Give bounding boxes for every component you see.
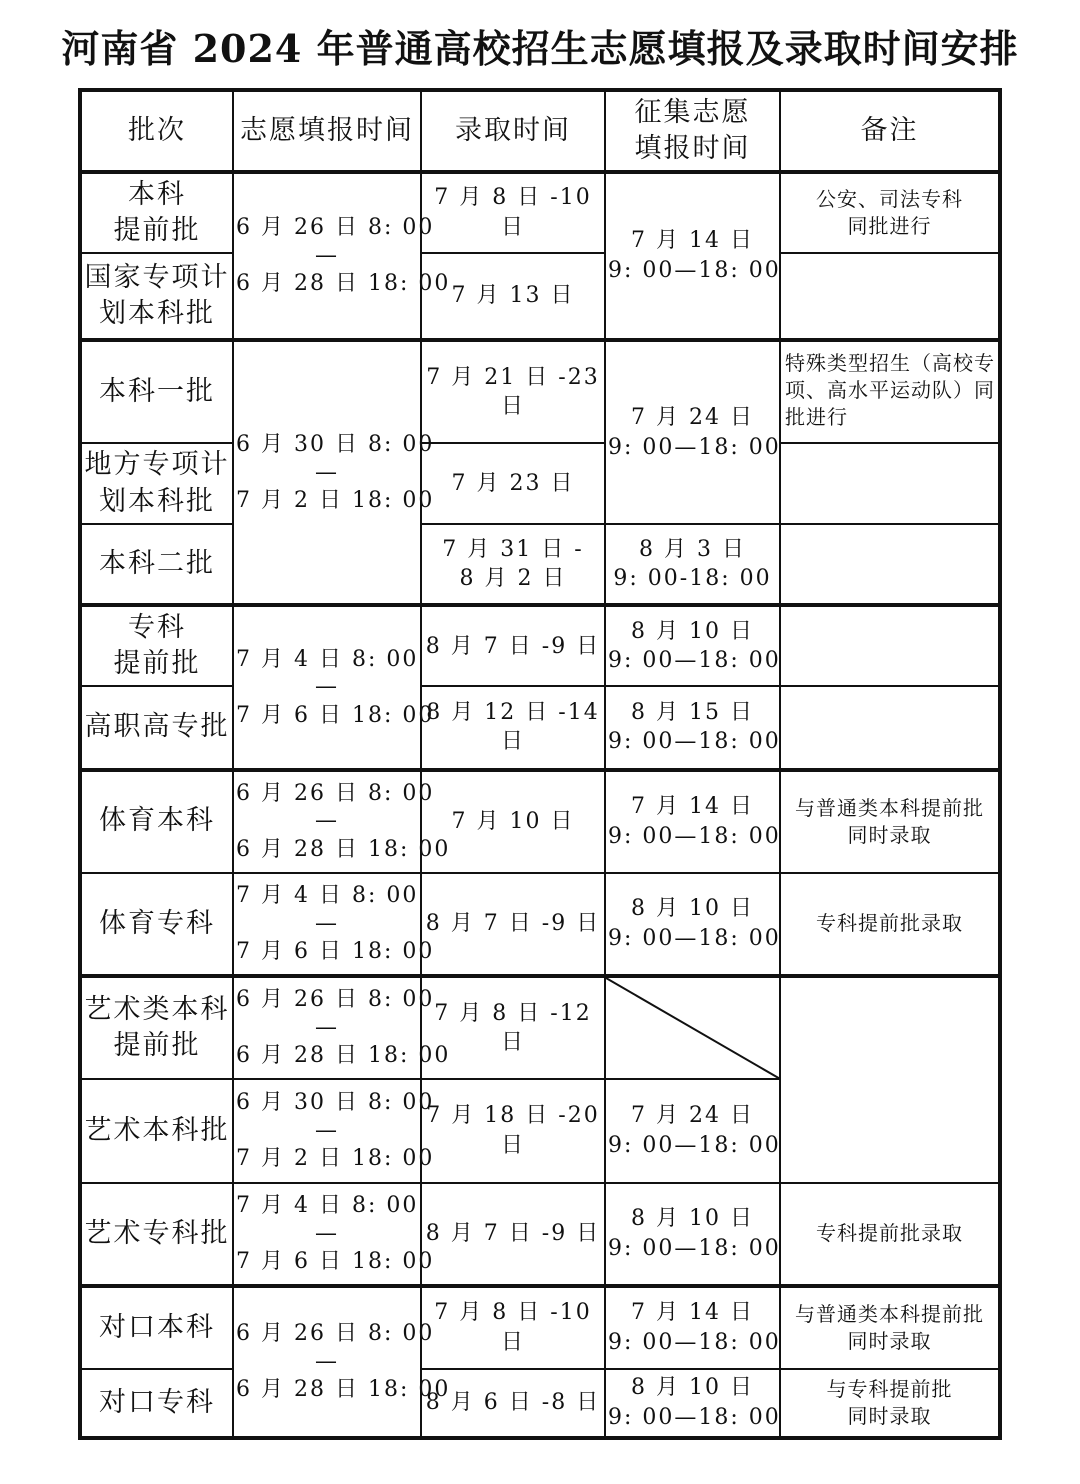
note-cell: 与普通类本科提前批 同时录取 xyxy=(780,1286,1000,1369)
page-title: 河南省 2024 年普通高校招生志愿填报及录取时间安排 xyxy=(61,26,1019,71)
note-cell: 专科提前批录取 xyxy=(780,1183,1000,1286)
batch-cell: 对口专科 xyxy=(80,1369,233,1438)
admit-time-cell: 7 月 23 日 xyxy=(421,443,605,524)
batch-cell: 本科二批 xyxy=(80,524,233,605)
admit-time-cell: 7 月 18 日 -20 日 xyxy=(421,1079,605,1182)
note-cell: 特殊类型招生（高校专 项、高水平运动队）同 批进行 xyxy=(780,340,1000,443)
collect-time-cell: 8 月 10 日 9: 00—18: 00 xyxy=(605,873,780,976)
table-row xyxy=(80,1183,1000,1286)
collect-time-cell: 8 月 10 日 9: 00—18: 00 xyxy=(605,1183,780,1286)
admit-time-cell: 8 月 12 日 -14 日 xyxy=(421,686,605,769)
header-note: 备注 xyxy=(780,90,1000,172)
note-cell: 专科提前批录取 xyxy=(780,873,1000,976)
admit-time-cell: 8 月 7 日 -9 日 xyxy=(421,605,605,686)
collect-time-cell: 8 月 15 日 9: 00—18: 00 xyxy=(605,686,780,769)
collect-time-cell: 8 月 3 日 9: 00-18: 00 xyxy=(605,524,780,605)
batch-cell: 本科 提前批 xyxy=(80,172,233,253)
apply-time-cell: 6 月 30 日 8: 00 — 7 月 2 日 18: 00 xyxy=(233,1079,421,1182)
batch-cell: 本科一批 xyxy=(80,340,233,443)
table-row xyxy=(80,524,1000,605)
collect-time-cell: 7 月 24 日 9: 00—18: 00 xyxy=(605,1079,780,1182)
table-row xyxy=(80,605,1000,686)
admit-time-cell: 8 月 7 日 -9 日 xyxy=(421,1183,605,1286)
admit-time-cell: 7 月 21 日 -23 日 xyxy=(421,340,605,443)
apply-time-cell: 6 月 26 日 8: 00 — 6 月 28 日 18: 00 xyxy=(233,770,421,873)
apply-time-cell: 6 月 26 日 8: 00 — 6 月 28 日 18: 00 xyxy=(233,172,421,340)
collect-time-cell-empty xyxy=(605,976,780,1079)
collect-time-cell: 7 月 24 日 9: 00—18: 00 xyxy=(605,340,780,524)
admit-time-cell: 7 月 8 日 -10 日 xyxy=(421,1286,605,1369)
note-cell xyxy=(780,443,1000,524)
apply-time-cell: 6 月 26 日 8: 00 — 6 月 28 日 18: 00 xyxy=(233,976,421,1079)
note-cell xyxy=(780,605,1000,686)
table-row xyxy=(80,1286,1000,1369)
apply-time-cell: 7 月 4 日 8: 00 — 7 月 6 日 18: 00 xyxy=(233,1183,421,1286)
batch-cell: 对口本科 xyxy=(80,1286,233,1369)
admit-time-cell: 8 月 6 日 -8 日 xyxy=(421,1369,605,1438)
batch-cell: 地方专项计 划本科批 xyxy=(80,443,233,524)
header-apply-time: 志愿填报时间 xyxy=(233,90,421,172)
collect-time-cell: 8 月 10 日 9: 00—18: 00 xyxy=(605,605,780,686)
table-row xyxy=(80,976,1000,1079)
note-cell xyxy=(780,686,1000,769)
header-collect-time: 征集志愿 填报时间 xyxy=(605,90,780,172)
apply-time-cell: 6 月 26 日 8: 00 — 6 月 28 日 18: 00 xyxy=(233,1286,421,1438)
table-row xyxy=(80,340,1000,443)
table-row xyxy=(80,770,1000,873)
batch-cell: 艺术专科批 xyxy=(80,1183,233,1286)
table-row xyxy=(80,686,1000,769)
batch-cell: 专科 提前批 xyxy=(80,605,233,686)
admit-time-cell: 7 月 13 日 xyxy=(421,253,605,340)
batch-cell: 高职高专批 xyxy=(80,686,233,769)
schedule-table xyxy=(78,88,1002,1440)
batch-cell: 艺术类本科 提前批 xyxy=(80,976,233,1079)
collect-time-cell: 7 月 14 日 9: 00—18: 00 xyxy=(605,770,780,873)
header-batch: 批次 xyxy=(80,90,233,172)
admit-time-cell: 7 月 31 日 - 8 月 2 日 xyxy=(421,524,605,605)
table-row xyxy=(80,873,1000,976)
collect-time-cell: 7 月 14 日 9: 00—18: 00 xyxy=(605,172,780,340)
table-row xyxy=(80,172,1000,253)
admit-time-cell: 7 月 10 日 xyxy=(421,770,605,873)
note-cell xyxy=(780,524,1000,605)
batch-cell: 艺术本科批 xyxy=(80,1079,233,1182)
collect-time-cell: 7 月 14 日 9: 00—18: 00 xyxy=(605,1286,780,1369)
diagonal-line xyxy=(606,978,779,1078)
header-row xyxy=(80,90,1000,172)
note-cell xyxy=(780,976,1000,1183)
admit-time-cell: 7 月 8 日 -12 日 xyxy=(421,976,605,1079)
collect-time-cell: 8 月 10 日 9: 00—18: 00 xyxy=(605,1369,780,1438)
table-row xyxy=(80,443,1000,524)
header-admit-time: 录取时间 xyxy=(421,90,605,172)
apply-time-cell: 7 月 4 日 8: 00 — 7 月 6 日 18: 00 xyxy=(233,873,421,976)
apply-time-cell: 7 月 4 日 8: 00 — 7 月 6 日 18: 00 xyxy=(233,605,421,769)
table-row xyxy=(80,1369,1000,1438)
note-cell: 与专科提前批 同时录取 xyxy=(780,1369,1000,1438)
note-cell: 公安、司法专科 同批进行 xyxy=(780,172,1000,253)
batch-cell: 体育本科 xyxy=(80,770,233,873)
batch-cell: 体育专科 xyxy=(80,873,233,976)
apply-time-cell: 6 月 30 日 8: 00 — 7 月 2 日 18: 00 xyxy=(233,340,421,605)
note-cell: 与普通类本科提前批 同时录取 xyxy=(780,770,1000,873)
note-cell xyxy=(780,253,1000,340)
table-row xyxy=(80,253,1000,340)
admit-time-cell: 8 月 7 日 -9 日 xyxy=(421,873,605,976)
admit-time-cell: 7 月 8 日 -10 日 xyxy=(421,172,605,253)
batch-cell: 国家专项计 划本科批 xyxy=(80,253,233,340)
